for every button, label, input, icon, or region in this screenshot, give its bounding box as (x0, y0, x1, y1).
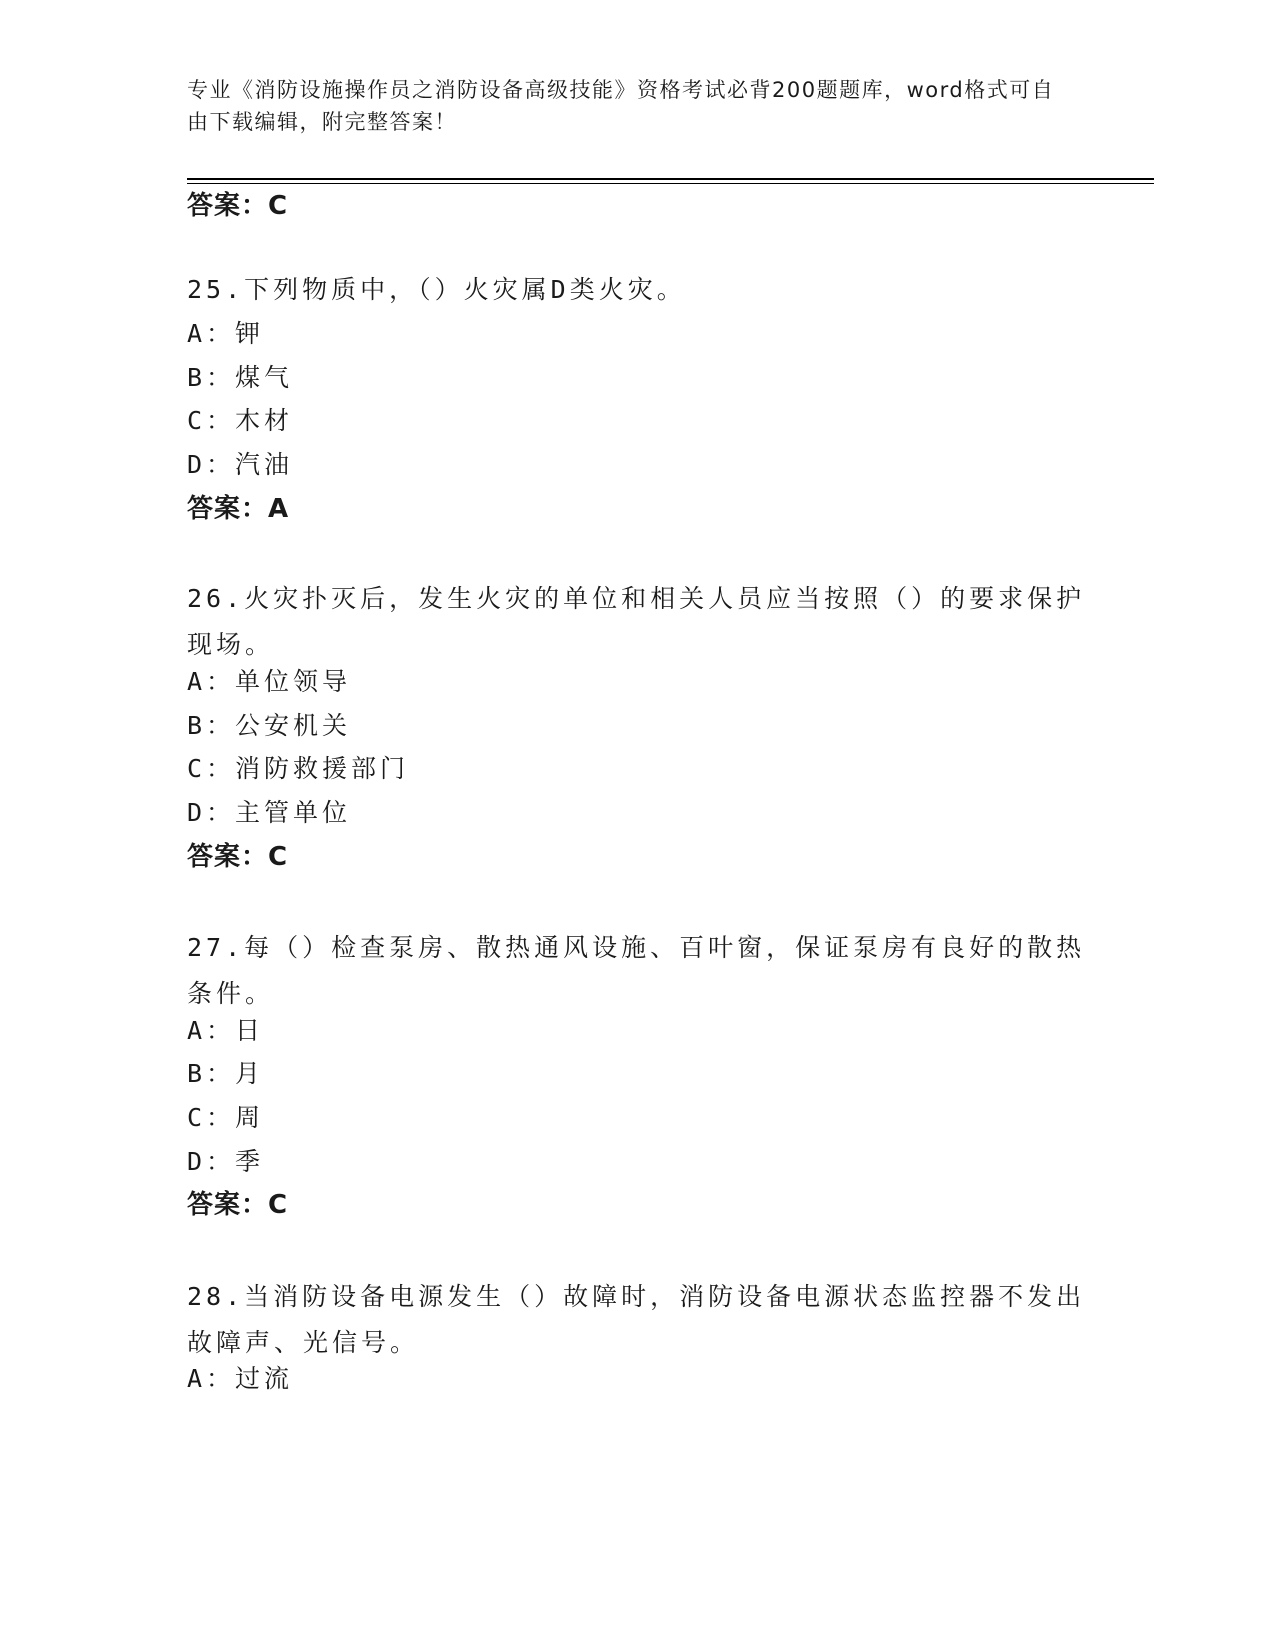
question-25-option-c: C：木材 (187, 406, 294, 435)
question-26-option-b: B：公安机关 (187, 711, 352, 740)
question-26-stem: 26.火灾扑灭后，发生火灾的单位和相关人员应当按照（）的要求保护现场。 (187, 584, 1086, 659)
question-27-option-b: B：月 (187, 1059, 265, 1088)
question-27-answer: 答案：C (187, 1190, 289, 1220)
question-27-option-a: A：日 (187, 1016, 265, 1045)
question-25-option-b: B：煤气 (187, 363, 294, 392)
question-25-option-a: A：钾 (187, 319, 265, 348)
question-25-stem: 25.下列物质中，（）火灾属D类火灾。 (187, 275, 686, 304)
question-28-stem: 28.当消防设备电源发生（）故障时，消防设备电源状态监控器不发出故障声、光信号。 (187, 1282, 1086, 1357)
question-26-option-c: C：消防救援部门 (187, 754, 410, 783)
previous-answer: 答案：C (187, 191, 289, 221)
question-27-stem: 27.每（）检查泵房、散热通风设施、百叶窗，保证泵房有良好的散热条件。 (187, 933, 1086, 1008)
question-25-answer: 答案：A (187, 494, 290, 524)
question-27-option-d: D：季 (187, 1147, 265, 1176)
question-27-option-c: C：周 (187, 1103, 265, 1132)
question-28-option-a: A：过流 (187, 1364, 294, 1393)
question-25-option-d: D：汽油 (187, 450, 294, 479)
header-divider (187, 178, 1154, 180)
header-divider-thin (187, 183, 1154, 184)
question-26-answer: 答案：C (187, 842, 289, 872)
question-26-option-a: A：单位领导 (187, 667, 352, 696)
question-26-option-d: D：主管单位 (187, 798, 352, 827)
page-header: 专业《消防设施操作员之消防设备高级技能》资格考试必背200题题库，word格式可自由下载编辑，附完整答案！ (187, 78, 1055, 134)
